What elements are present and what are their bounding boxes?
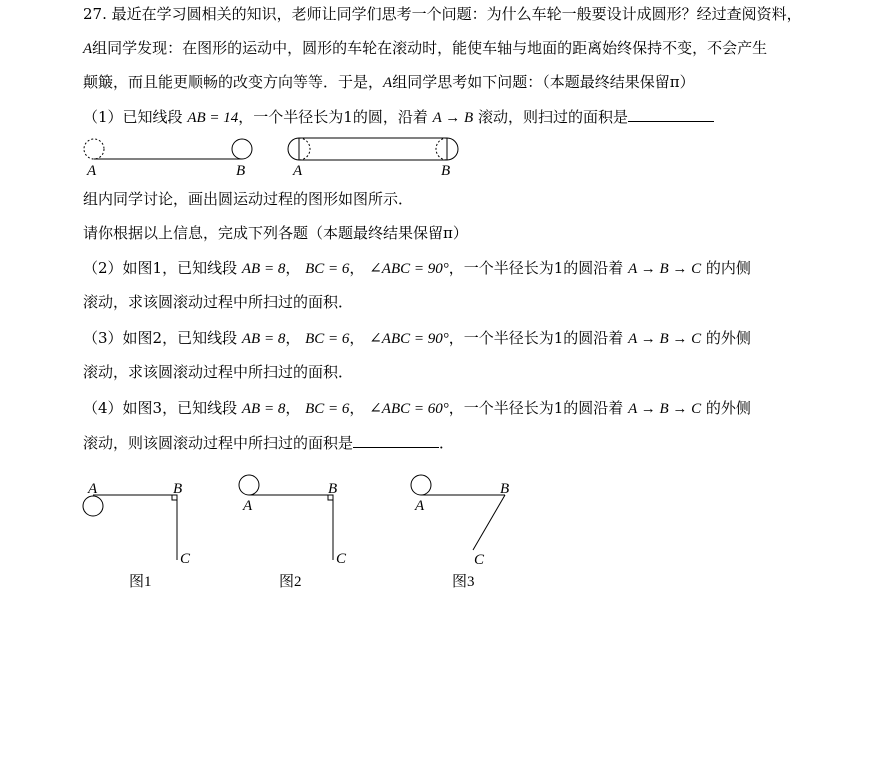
sep: ， xyxy=(285,329,301,347)
fig1-caption: 图1 xyxy=(129,574,152,590)
question-number: 27. xyxy=(83,5,107,23)
figure-2 xyxy=(239,475,333,560)
part-3-tail: 的外侧 xyxy=(705,329,751,347)
discussion-text: 组内同学讨论，画出圆运动过程的图形如图所示． xyxy=(83,190,414,208)
sep: ， xyxy=(285,259,301,277)
label-b: B xyxy=(236,163,246,179)
part-3-bc: BC = 6 xyxy=(305,331,350,347)
part-4-end: ． xyxy=(439,434,455,452)
fig3-label-b: B xyxy=(500,481,510,497)
intro-text-3c: ） xyxy=(679,73,695,91)
intro-text-2: 组同学发现：在图形的运动中，圆形的车轮在滚动时，能使车轴与地面的距离始终保持不变，不会产生 xyxy=(92,39,768,57)
part-2-text-2: 滚动，求该圆滚动过程中所扫过的面积． xyxy=(83,293,354,311)
pi-symbol: π xyxy=(669,73,680,91)
part-2-tail: 的内侧 xyxy=(705,259,751,277)
part-3-text: ，一个半径长为1的圆沿着 xyxy=(448,329,624,347)
group-label: A xyxy=(83,41,93,57)
figure-1 xyxy=(83,495,177,560)
label-a: A xyxy=(293,163,303,179)
part-2-bc: BC = 6 xyxy=(305,261,350,277)
part-1-text: ，一个半径长为1的圆，沿着 xyxy=(238,108,428,126)
instruction-text-a: 请你根据以上信息，完成下列各题（本题最终结果保留 xyxy=(83,224,444,242)
part-3-label: （3）如图2，已知线段 xyxy=(83,329,238,347)
part-2-angle: ∠ABC = 90° xyxy=(369,261,449,277)
intro-text-3a: 颠簸，而且能更顺畅的改变方向等等．于是， xyxy=(83,73,384,91)
figure-3 xyxy=(411,475,505,550)
part-4-tail: 的外侧 xyxy=(705,399,751,417)
part-1-path: A → B xyxy=(432,110,474,126)
intro-text-3b: 组同学思考如下问题：（本题最终结果保留 xyxy=(392,73,670,91)
part-4-label: （4）如图3，已知线段 xyxy=(83,399,238,417)
part-3-angle: ∠ABC = 90° xyxy=(369,331,449,347)
part-1-label: （1）已知线段 xyxy=(83,108,183,126)
fig3-segment-bc xyxy=(473,495,505,550)
fig1-label-c: C xyxy=(180,551,191,567)
part-4-text: ，一个半径长为1的圆沿着 xyxy=(448,399,624,417)
part-4-ab: AB = 8 xyxy=(241,401,286,417)
label-b: B xyxy=(441,163,451,179)
right-dashed-arc xyxy=(436,138,447,160)
part-1-tail: 滚动，则扫过的面积是 xyxy=(477,108,628,126)
part-1-math: AB = 14 xyxy=(187,110,239,126)
part-3-text-2: 滚动，求该圆滚动过程中所扫过的面积． xyxy=(83,363,354,381)
fig3-circle xyxy=(411,475,431,495)
fig3-label-a: A xyxy=(415,498,425,514)
fig2-caption: 图2 xyxy=(279,574,302,590)
part-4-bc: BC = 6 xyxy=(305,401,350,417)
fig2-label-c: C xyxy=(336,551,347,567)
intro-text-1: 最近在学习圆相关的知识，老师让同学们思考一个问题：为什么车轮一般要设计成圆形？经过查阅资料， xyxy=(111,5,802,23)
part-4-text-2: 滚动，则该圆滚动过程中所扫过的面积是 xyxy=(83,434,354,452)
end-circle xyxy=(232,139,252,159)
group-label-2: A xyxy=(383,75,393,91)
part-2-ab: AB = 8 xyxy=(241,261,286,277)
instruction-text-b: ） xyxy=(452,224,468,242)
part-3-path: A → B → C xyxy=(628,331,702,347)
figure-swept-region xyxy=(288,138,458,160)
fig2-label-b: B xyxy=(328,481,338,497)
fig1-label-a: A xyxy=(88,481,98,497)
sep: ， xyxy=(349,329,365,347)
right-cap-arc xyxy=(447,138,458,160)
sep: ， xyxy=(285,399,301,417)
part-3-ab: AB = 8 xyxy=(241,331,286,347)
fig1-label-b: B xyxy=(173,481,183,497)
part-4-path: A → B → C xyxy=(628,401,702,417)
left-dashed-arc xyxy=(299,138,310,160)
label-a: A xyxy=(87,163,97,179)
instruction-pi: π xyxy=(443,224,453,242)
part-2-text: ，一个半径长为1的圆沿着 xyxy=(448,259,624,277)
left-cap-arc xyxy=(288,138,299,160)
sep: ， xyxy=(349,399,365,417)
fig1-circle xyxy=(83,496,103,516)
figure-rolling-circle xyxy=(84,139,252,159)
part-2-label: （2）如图1，已知线段 xyxy=(83,259,238,277)
fig3-caption: 图3 xyxy=(452,574,475,590)
fig2-label-a: A xyxy=(243,498,253,514)
fig2-circle xyxy=(239,475,259,495)
part-2-path: A → B → C xyxy=(628,261,702,277)
sep: ， xyxy=(349,259,365,277)
dashed-start-circle xyxy=(84,139,104,159)
fig3-label-c: C xyxy=(474,552,485,568)
part-4-angle: ∠ABC = 60° xyxy=(369,401,449,417)
